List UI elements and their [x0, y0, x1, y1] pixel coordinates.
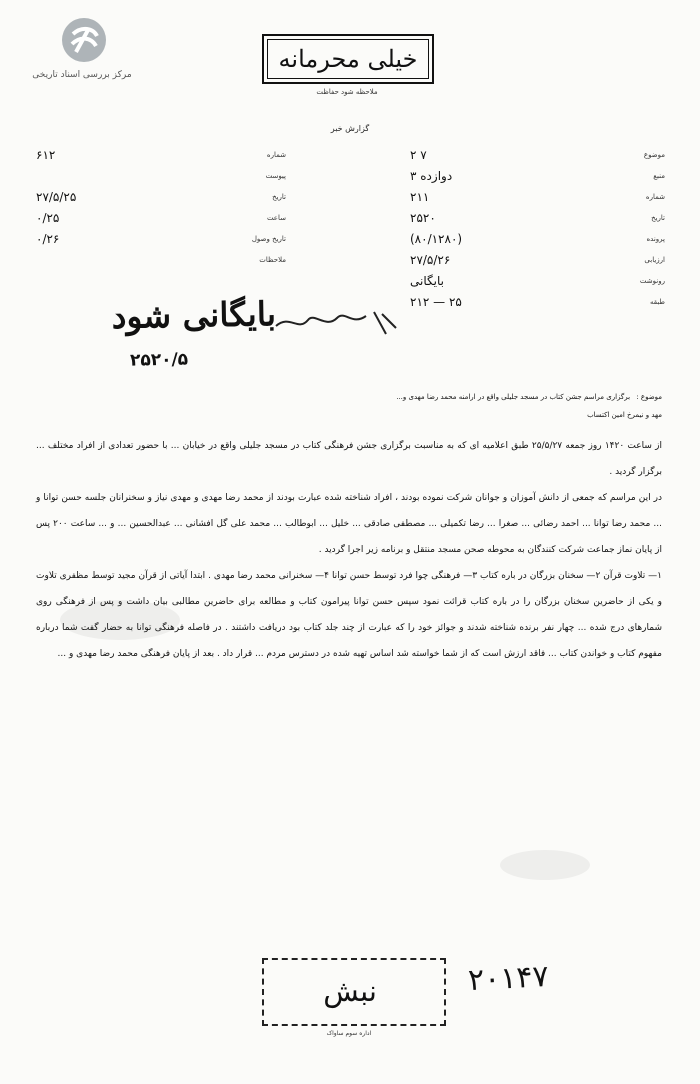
metadata-value: ۳ دوازده — [410, 168, 453, 183]
metadata-label: پیوست — [265, 171, 286, 180]
metadata-row — [36, 249, 286, 270]
metadata-value: ۰/۲۵ — [36, 210, 60, 225]
classification-stamp: خیلی محرمانه — [262, 34, 434, 84]
metadata-row — [410, 228, 665, 249]
metadata-row — [410, 291, 665, 312]
metadata-label: شماره — [645, 192, 665, 201]
metadata-value: ۶۱۲ — [36, 147, 56, 162]
metadata-value: ۲۷/۵/۲۵ — [36, 189, 77, 204]
metadata-value: ۲۱۲ — ۲۵ — [410, 294, 462, 309]
metadata-label: رونوشت — [639, 276, 665, 285]
report-body — [33, 433, 663, 667]
report-title: گزارش خبر — [330, 124, 370, 133]
metadata-row — [410, 249, 665, 270]
metadata-value: ۲۵۲۰ — [410, 210, 436, 225]
metadata-row — [36, 144, 286, 165]
metadata-row — [410, 186, 665, 207]
metadata-label: ارزیابی — [644, 255, 665, 264]
classification-subtext: ملاحظه شود حفاظت — [316, 88, 378, 96]
metadata-label: منبع — [653, 171, 665, 180]
report-paragraph: از ساعت ۱۴۲۰ روز جمعه ۲۵/۵/۲۷ طبق اعلامیه ای که به مناسبت برگزاری جشن فرهنگی کتاب در مسجد جلیلی واقع در خیابان ... با حضور تعدادی از افراد مختلف ... برگزار گردید . — [33, 441, 663, 477]
metadata-row — [36, 165, 286, 186]
metadata-value: ۲۱۱ — [410, 189, 430, 204]
right-metadata-fields — [410, 144, 665, 312]
metadata-value: بایگانی — [410, 273, 444, 288]
metadata-label: تاریخ وصول — [251, 234, 286, 243]
left-metadata-fields — [36, 144, 286, 270]
report-paragraph: در این مراسم که جمعی از دانش آموزان و جوانان شرکت نموده بودند ، افراد شناخته شده عبارت بودند از محمد رضا مهدی و مهدی نیاز و سخنرانان جلسه حسن توانا و ... محمد رضا توانا ... احمد رضائی ... صغرا ... رضا تکمیلی ... مصطفی صادقی ... خلیل ... ابوطالب ... محمد علی گل افشانی ... عبدالحسین ... و ... ساعت ۲۰۰ پس از پایان نماز جماعت شرکت کنندگان به محوطه صحن مسجد منتقل و برنامه زیر اجرا گردید . — [33, 493, 662, 555]
archive-logo-icon — [60, 16, 108, 64]
subject-label: موضوع : — [636, 393, 662, 401]
handwritten-signature — [270, 304, 410, 340]
metadata-row — [36, 207, 286, 228]
metadata-label: تاریخ — [272, 192, 286, 201]
subject-block — [188, 388, 662, 424]
metadata-row — [36, 228, 286, 249]
bottom-stamp-mark: نبش — [323, 974, 377, 1008]
metadata-row — [410, 165, 665, 186]
metadata-value: ۲۷/۵/۲۶ — [410, 252, 451, 267]
metadata-value: ۲ ۷ — [410, 147, 427, 162]
bottom-stamp-caption: اداره سوم ساواک — [326, 1030, 372, 1037]
paper-smudge — [500, 850, 590, 880]
archive-logo-text: مرکز بررسی اسناد تاریخی — [32, 70, 132, 80]
metadata-row — [410, 270, 665, 291]
handwritten-reference-number: ۲۰۱۴۷ — [467, 958, 550, 999]
archive-number: ۲۵۲۰/۵ — [129, 349, 189, 371]
archive-stamp: بایگانی شود — [111, 294, 277, 337]
archive-logo — [22, 16, 142, 80]
metadata-label: تاریخ — [651, 213, 665, 222]
metadata-row — [410, 207, 665, 228]
metadata-row — [410, 144, 665, 165]
subject-text: برگزاری مراسم جشن کتاب در مسجد جلیلی واقع در ارامنه محمد رضا مهدی و... — [396, 393, 631, 401]
subject-line — [188, 388, 662, 406]
metadata-row — [36, 186, 286, 207]
report-paragraph: ۱— تلاوت قرآن ۲— سخنان بزرگان در باره کتاب ۳— فرهنگی چوا فرد توسط حسن توانا ۴— سخنرانی محمد رضا مهدی . ابتدا آیاتی از قرآن مجید توسط مظفری تلاوت و یکی از حاضرین سخنان بزرگان را در باره کتاب قرائت نمود سپس حسن توانا پیرامون کتاب و مطالعه برای حاضرین مطالبی بیان داشت و پس از فرهنگی روی شمارهای درج شده ... چهار نفر برنده شناخته شدند و جوائز خود را که عبارت از چند جلد کتاب بود دریافت داشتند . در فاصله فرهنگی توانا به حضار گفت شما درباره مفهوم کتاب و خواندن کتاب ... فاقد ارزش است که از شما خواسته شد اساس تهیه شده در دسترس مردم ... قرار داد . بعد از پایان فرهنگی محمد رضا مهدی و ... — [33, 571, 662, 659]
metadata-label: طبقه — [650, 297, 665, 306]
metadata-value: ۰/۲۶ — [36, 231, 60, 246]
subject-second-line: مهد و نیمرخ امین اکتساب — [587, 411, 662, 419]
metadata-label: ملاحظات — [259, 255, 286, 264]
metadata-value: (۸۰/۱۲۸۰) — [410, 231, 463, 246]
metadata-label: موضوع — [643, 150, 665, 159]
metadata-label: شماره — [266, 150, 286, 159]
metadata-label: ساعت — [266, 213, 286, 222]
metadata-label: پرونده — [646, 234, 665, 243]
